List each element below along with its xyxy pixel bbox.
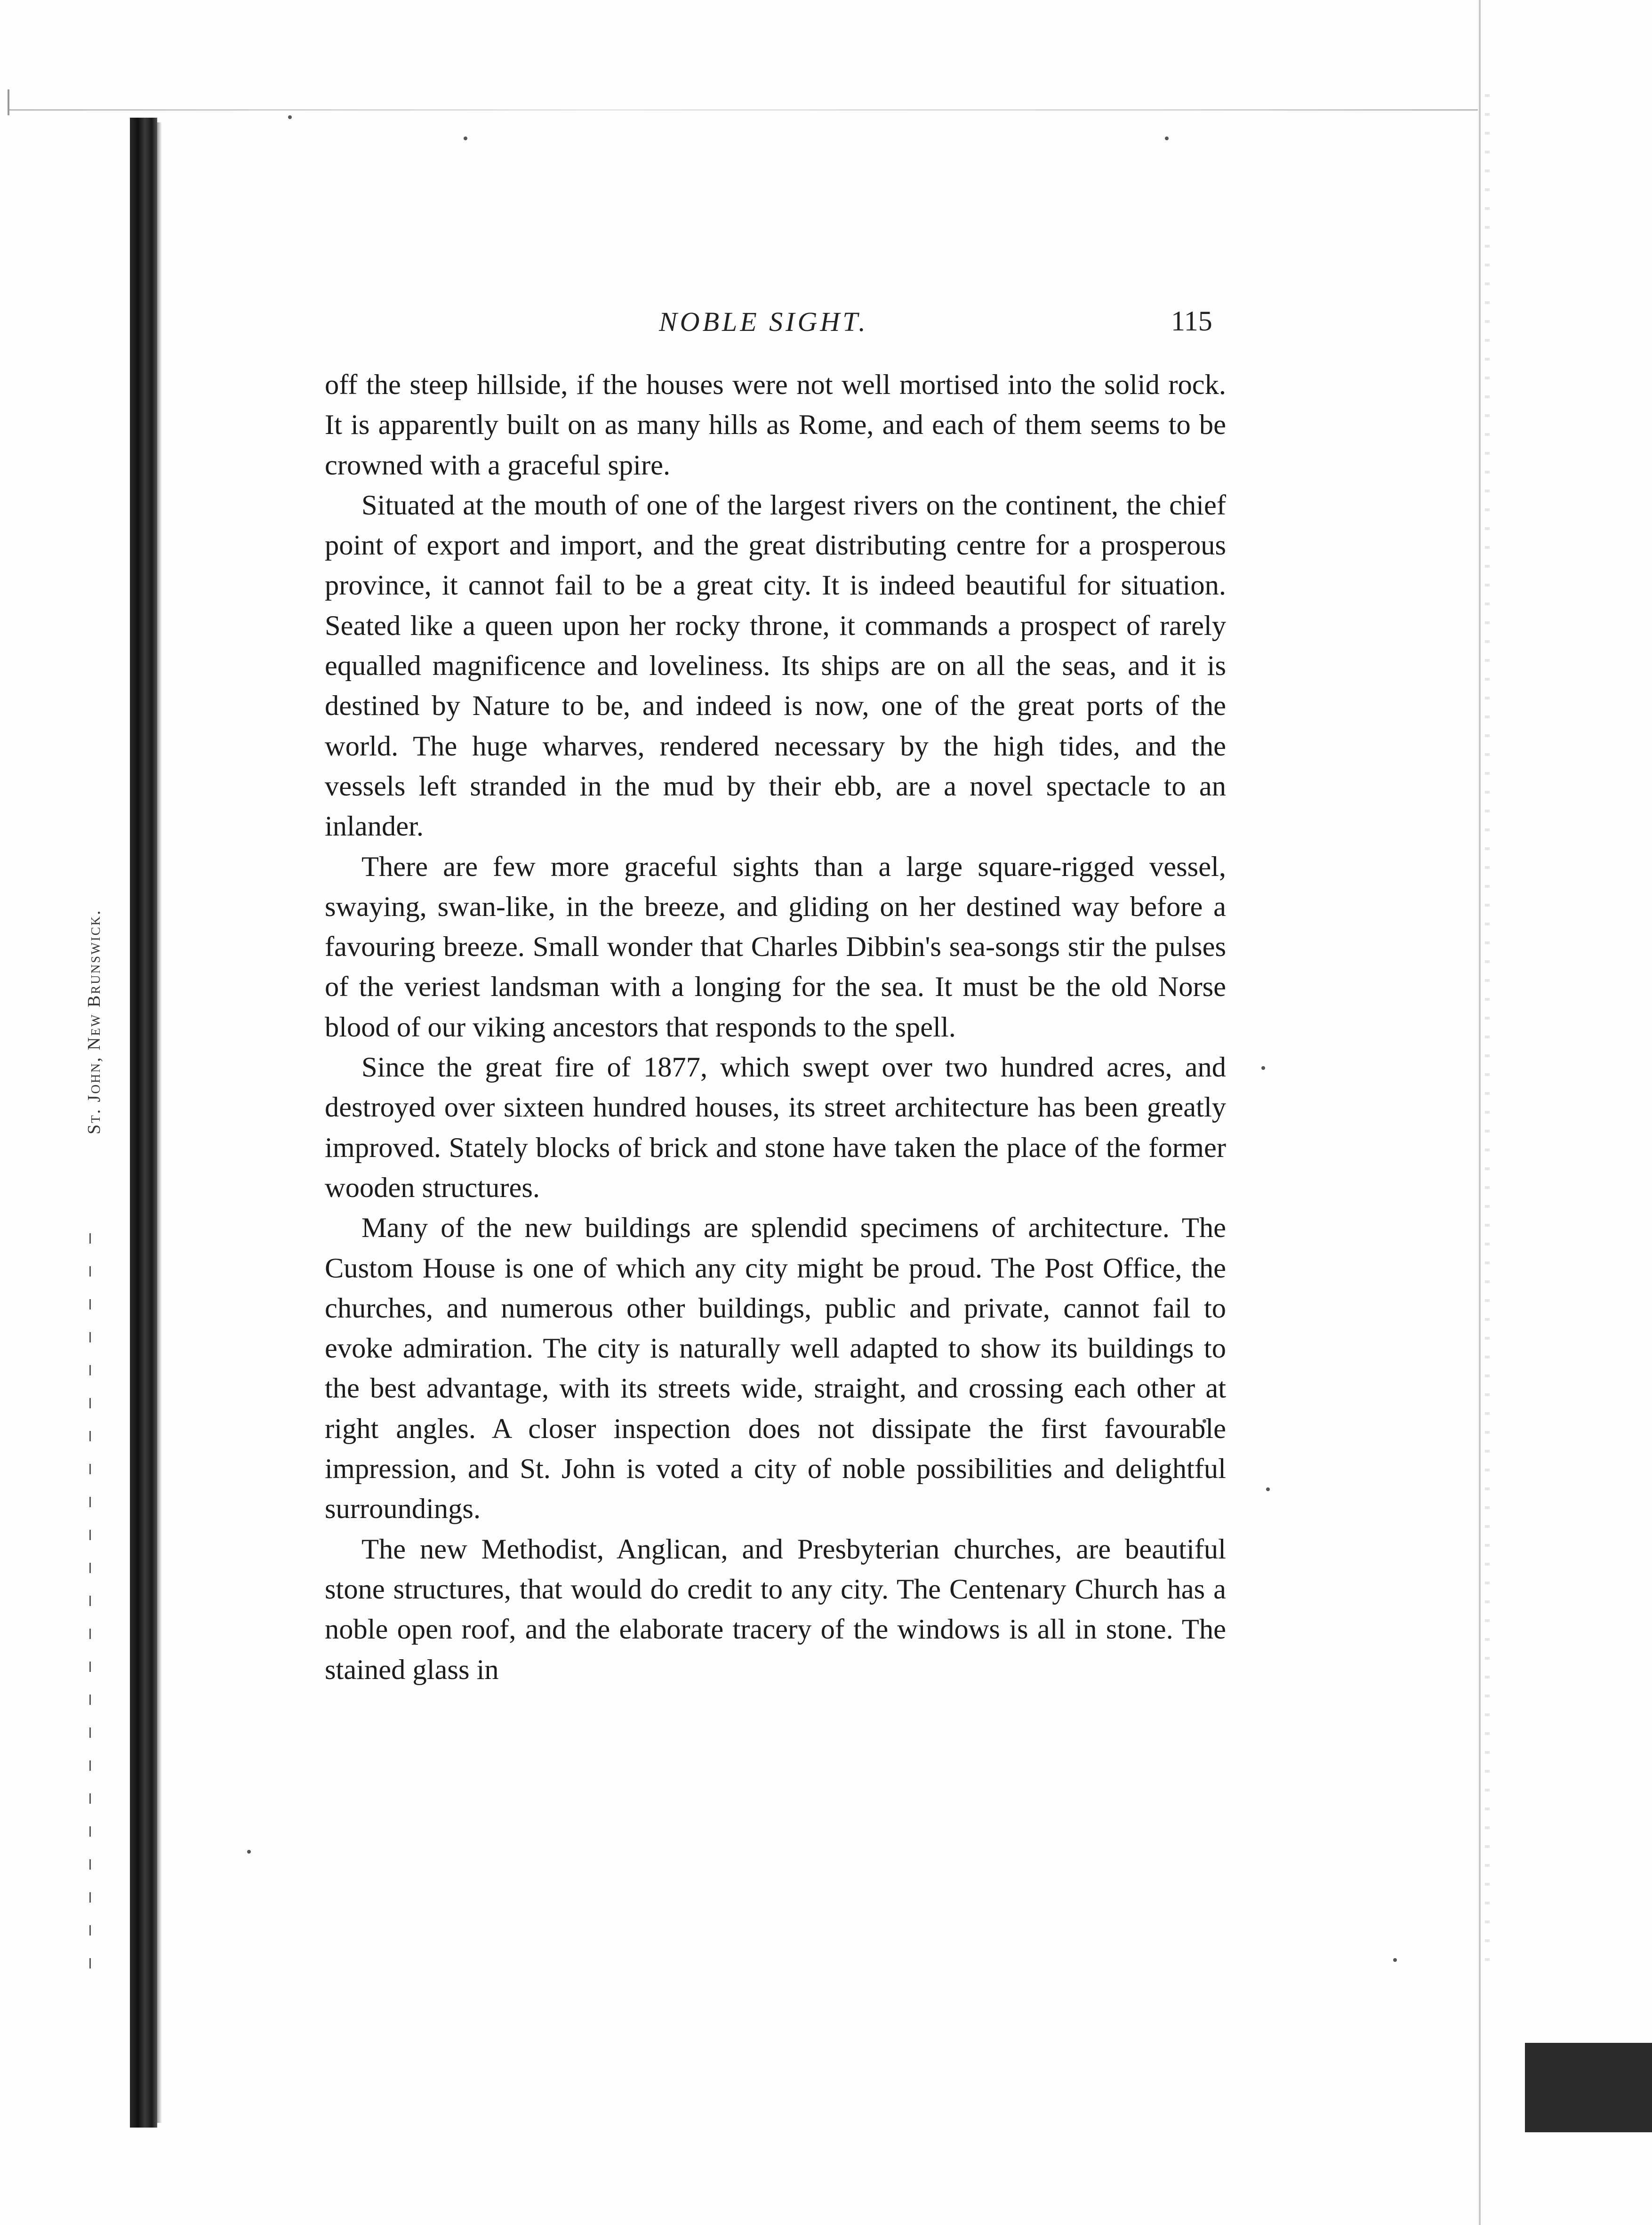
paragraph: Since the great fire of 1877, which swept over two hundred acres, and destroyed over sixteen hundred houses, its street architecture has been greatly improved. Stately blocks of brick and stone have taken the place of the former wooden structures. xyxy=(325,1052,1226,1204)
book-binding-gutter xyxy=(130,118,157,2128)
page-top-edge xyxy=(9,109,1478,111)
body-text xyxy=(325,365,1226,1690)
paragraph: There are few more graceful sights than a large square-rigged vessel, swaying, swan-like, in the breeze, and gliding on her destined way before a favouring breeze. Small wonder that Charles Dibbin's sea-songs stir the pulses of the veriest landsman with a longing for the sea. It must be the old Norse blood of our viking ancestors that responds to the spell. xyxy=(325,851,1226,1043)
paragraph: off the steep hillside, if the houses were not well mortised into the solid rock. It is apparently built on as many hills as Rome, and each of them seems to be crowned with a graceful spire. xyxy=(325,369,1226,481)
speck xyxy=(1261,1066,1265,1070)
speck xyxy=(1266,1487,1270,1491)
spine-dashed-line xyxy=(89,1233,91,1986)
spine-caption: St. John, New Brunswick. xyxy=(84,909,104,1134)
running-title: NOBLE SIGHT. xyxy=(659,306,868,337)
page-number: 115 xyxy=(1171,305,1212,337)
scan-artifact-mark xyxy=(8,89,9,115)
right-edge-speckle xyxy=(1485,94,1490,1977)
paragraph: Many of the new buildings are splendid specimens of architecture. The Custom House is one of which any city might be proud. The Post Office, the churches, and numerous other buildings, public and private, cannot fail to evoke admiration. The city is naturally well adapted to show its buildings to the best advantage, with its streets wide, straight, and crossing each other at right angles. A closer inspection does not dissipate the first favourable impression, and St. John is voted a city of noble possibilities and delightful surroundings. xyxy=(325,1212,1226,1525)
speck xyxy=(1165,137,1169,140)
binding-shadow xyxy=(157,122,162,2123)
paragraph: Situated at the mouth of one of the largest rivers on the continent, the chief point of export and import, and the great distributing centre for a prosperous province, it cannot fail to be a great city. It is indeed beautiful for situation. Seated like a queen upon her rocky throne, it commands a prospect of rarely equalled magnificence and loveliness. Its ships are on all the seas, and it is destined by Nature to be, and indeed is now, one of the great ports of the world. The huge wharves, rendered necessary by the high tides, and the vessels left stranded in the mud by their ebb, are a novel spectacle to an inlander. xyxy=(325,489,1226,843)
speck xyxy=(288,115,292,119)
speck xyxy=(247,1850,251,1854)
page-right-edge xyxy=(1479,0,1481,2225)
speck xyxy=(464,137,467,140)
speck xyxy=(1393,1958,1397,1962)
scan-corner-shadow xyxy=(1525,2043,1652,2132)
paragraph: The new Methodist, Anglican, and Presbyterian churches, are beautiful stone structures, that would do credit to any city. The Centenary Church has a noble open roof, and the elaborate tracery of the windows is all in stone. The stained glass in xyxy=(325,1533,1226,1686)
